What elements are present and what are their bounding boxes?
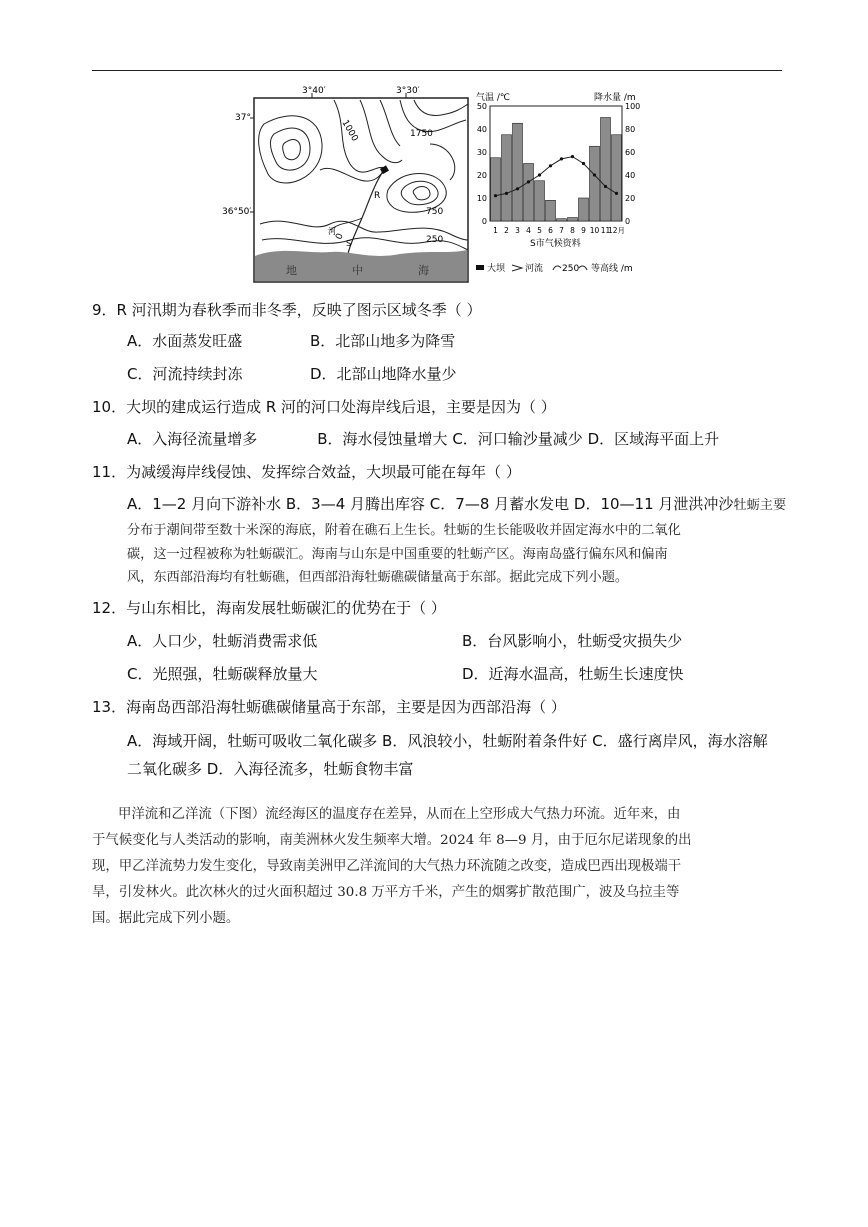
x-tick: 11 [600,226,611,235]
y-right-tick: 100 [625,102,641,111]
y-right-tick: 20 [625,194,636,203]
q11-options-text[interactable]: A．1—2 月向下游补水 B．3—4 月腾出库容 C．7—8 月蓄水发电 D．10—11 月泄洪冲沙 [127,495,734,513]
q11-options[interactable] [127,494,786,518]
y-left-ticks [477,102,487,226]
y-right-tick: 0 [625,217,631,226]
y-left-tick: 20 [476,171,487,180]
y-left-tick: 0 [481,217,487,226]
temp-point [615,192,618,195]
question-12: 12．与山东相比，海南发展牡蛎碳汇的优势在于（ ） [92,599,446,617]
y-right-tick: 40 [625,171,636,180]
y-left-tick: 30 [476,148,487,157]
figure-svg [222,84,670,284]
precip-bar [612,135,622,221]
passage-line: 旱，引发林火。此次林火的过火面积超过 30.8 万平方千米，产生的烟雾扩散范围广，波及乌拉圭等 [92,885,680,900]
question-9: 9．R 河汛期为春秋季而非冬季，反映了图示区域冬季（ ） [92,301,482,319]
x-tick: 3 [515,226,520,235]
q12-option-c[interactable]: C．光照强，牡蛎碳释放量大 [127,665,318,683]
passage-line: 碳，这一过程被称为牡蛎碳汇。海南与山东是中国重要的牡蛎产区。海南岛盛行偏东风和偏南 [127,546,668,562]
contour-label: 1000 [339,118,360,144]
y-left-label: 气温 /℃ [476,93,511,103]
contour-map [235,86,468,282]
lat-label: 36°50′ [222,207,252,217]
precip-bar [535,181,545,221]
q12-option-b[interactable]: B．台风影响小，牡蛎受灾损失少 [462,632,683,650]
y-left-tick: 10 [476,194,487,203]
x-tick: 6 [548,226,553,235]
temp-point [571,155,574,158]
q13-options-line1[interactable]: A．海域开阔，牡蛎可吸收二氧化碳多 B．风浪较小，牡蛎附着条件好 C．盛行离岸风，海水溶解 [127,732,768,750]
contour-label: 750 [426,207,444,217]
temp-point [560,157,563,160]
q12-option-d[interactable]: D．近海水温高，牡蛎生长速度快 [462,665,684,683]
temp-point [582,162,585,165]
temp-point [593,173,596,176]
contour-legend-icon [579,266,587,270]
precip-bar [491,158,501,221]
x-ticks [493,226,625,235]
river-label: R [374,191,381,201]
chart-title: S市气候资料 [530,239,581,249]
precip-bar [513,123,523,221]
lon-label: 3°40′ [302,86,326,96]
lat-label: 37° [235,113,251,123]
passage-line: 国。据此完成下列小题。 [92,911,240,926]
sea-label: 海 [418,264,429,277]
temp-point [527,180,530,183]
place-label: S [346,239,352,248]
y-left-tick: 50 [476,102,487,111]
precip-bar [524,164,534,222]
x-tick: 2 [504,226,509,235]
oyster-passage-first: 牡蛎主要 [733,498,787,513]
place-label: 河 [328,227,336,236]
sea-label: 地 [286,264,297,277]
temp-point [549,164,552,167]
x-tick: 5 [537,226,542,235]
temp-point [494,194,497,197]
question-10: 10．大坝的建成运行造成 R 河的河口处海岸线后退，主要是因为（ ） [92,398,556,416]
contour-legend-icon [553,266,561,270]
q9-option-b[interactable]: B．北部山地多为降雪 [310,332,456,350]
legend [476,262,633,274]
oyster-passage [127,519,681,590]
passage-line: 甲洋流和乙洋流（下图）流经海区的温度存在差异，从而在上空形成大气热力环流。近年来，由 [118,807,681,822]
lon-label: 3°30′ [396,86,420,96]
passage-line: 现，甲乙洋流势力发生变化，导致南美洲甲乙洋流间的大气热力环流随之改变，造成巴西出现极端干 [92,859,682,874]
x-tick: 12月 [607,226,626,235]
y-left-tick: 40 [476,125,487,134]
q13-options-line2[interactable]: 二氧化碳多 D．入海径流多，牡蛎食物丰富 [127,760,414,778]
precip-bar [568,218,578,221]
q12-option-a[interactable]: A．人口少，牡蛎消费需求低 [127,632,318,650]
x-tick: 4 [526,226,531,235]
y-right-ticks [625,102,640,226]
x-tick: 9 [581,226,586,235]
x-tick: 7 [559,226,564,235]
river-legend-icon [512,265,522,271]
temp-point [604,185,607,188]
bars [491,118,622,222]
precip-bar [546,200,556,221]
q10-options[interactable]: A．入海径流量增多 B．海水侵蚀量增大 C．河口输沙量减少 D．区域海平面上升 [127,430,720,448]
temp-point [505,192,508,195]
header-rule [92,70,782,71]
y-right-label: 降水量 /m [594,93,636,103]
precip-bar [502,135,512,221]
precip-bar [579,198,589,221]
q9-option-d[interactable]: D．北部山地降水量少 [310,365,457,383]
question-13: 13．海南岛西部沿海牡蛎礁碳储量高于东部，主要是因为西部沿海（ ） [92,698,566,716]
legend-contour: 250 [562,264,580,274]
climate-chart [476,91,640,249]
dam-legend-icon [476,265,484,270]
passage-line: 风，东西部沿海均有牡蛎礁，但西部沿海牡蛎礁碳储量高于东部。据此完成下列小题。 [127,570,629,585]
legend-river: 河流 [525,264,544,274]
precip-bar [557,219,567,221]
y-right-tick: 60 [625,148,636,157]
q9-option-c[interactable]: C．河流持续封冻 [127,365,243,383]
temp-point [538,173,541,176]
ocean-passage [92,802,792,932]
passage-line: 于气候变化与人类活动的影响，南美洲林火发生频率大增。2024 年 8—9 月，由于厄尔尼诺现象的出 [92,833,692,848]
sea-label: 中 [352,264,363,277]
precip-bar [601,118,611,222]
precip-bar [590,146,600,221]
contour-label: 250 [426,235,444,245]
x-tick: 1 [493,226,498,235]
q9-option-a[interactable]: A．水面蒸发旺盛 [127,332,243,350]
contour-label: 1750 [410,129,433,139]
legend-dam: 大坝 [487,264,506,274]
contour-label: 0 [334,232,346,242]
x-tick: 8 [570,226,575,235]
legend-contour-desc: 等高线 /m [591,264,633,274]
question-11: 11．为减缓海岸线侵蚀、发挥综合效益，大坝最可能在每年（ ） [92,463,521,481]
temp-point [516,187,519,190]
passage-line: 分布于潮间带至数十米深的海底，附着在礁石上生长。牡蛎的生长能吸收并固定海水中的二氧化 [127,523,681,538]
y-right-tick: 80 [625,125,636,134]
x-tick: 10 [589,226,600,235]
figure [222,84,670,288]
